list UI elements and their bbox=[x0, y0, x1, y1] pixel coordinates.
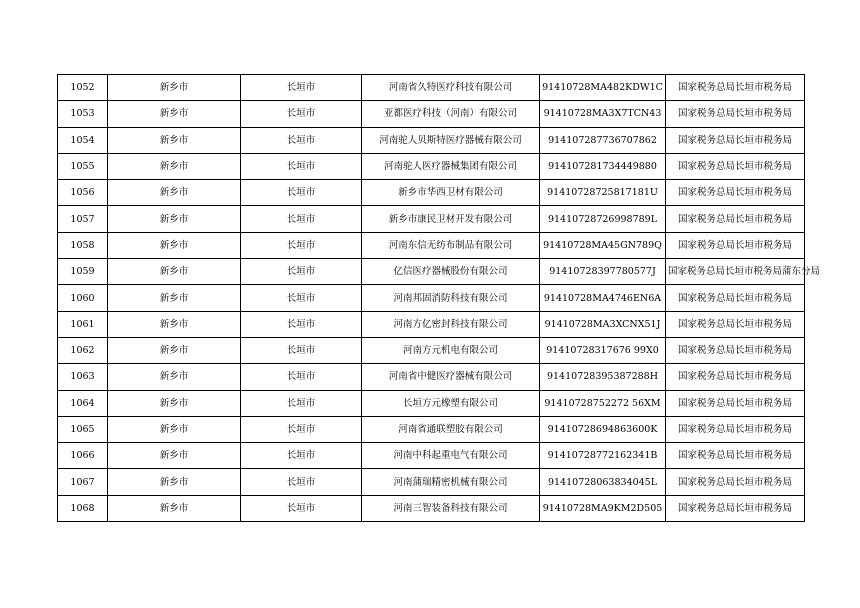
company-name-cell: 河南驼人医疗器械集团有限公司 bbox=[362, 153, 540, 179]
company-name-cell: 河南省久特医疗科技有限公司 bbox=[362, 75, 540, 101]
table-row bbox=[58, 101, 805, 127]
tax-office-cell: 国家税务总局长垣市税务局 bbox=[666, 311, 805, 337]
table-row bbox=[58, 75, 805, 101]
city-cell: 新乡市 bbox=[108, 469, 241, 495]
city-cell: 新乡市 bbox=[108, 259, 241, 285]
credit-code-cell: 91410728MA45GN789Q bbox=[540, 232, 666, 258]
serial-number-cell: 1067 bbox=[58, 469, 108, 495]
company-name-cell: 长垣方元橡塑有限公司 bbox=[362, 390, 540, 416]
tax-office-cell: 国家税务总局长垣市税务局蒲东分局 bbox=[666, 259, 805, 285]
tax-office-cell: 国家税务总局长垣市税务局 bbox=[666, 75, 805, 101]
city-cell: 新乡市 bbox=[108, 364, 241, 390]
serial-number-cell: 1057 bbox=[58, 206, 108, 232]
table-row bbox=[58, 206, 805, 232]
company-name-cell: 亚都医疗科技（河南）有限公司 bbox=[362, 101, 540, 127]
table-row bbox=[58, 495, 805, 521]
credit-code-cell: 91410728MA4746EN6A bbox=[540, 285, 666, 311]
county-cell: 长垣市 bbox=[241, 180, 362, 206]
serial-number-cell: 1056 bbox=[58, 180, 108, 206]
serial-number-cell: 1062 bbox=[58, 337, 108, 363]
city-cell: 新乡市 bbox=[108, 337, 241, 363]
county-cell: 长垣市 bbox=[241, 285, 362, 311]
city-cell: 新乡市 bbox=[108, 127, 241, 153]
serial-number-cell: 1061 bbox=[58, 311, 108, 337]
company-name-cell: 河南方亿密封科技有限公司 bbox=[362, 311, 540, 337]
table-row bbox=[58, 443, 805, 469]
city-cell: 新乡市 bbox=[108, 285, 241, 311]
credit-code-cell: 91410728MA3X7TCN43 bbox=[540, 101, 666, 127]
company-name-cell: 河南东信无纺布制品有限公司 bbox=[362, 232, 540, 258]
tax-office-cell: 国家税务总局长垣市税务局 bbox=[666, 416, 805, 442]
city-cell: 新乡市 bbox=[108, 75, 241, 101]
company-name-cell: 河南驼人贝斯特医疗器械有限公司 bbox=[362, 127, 540, 153]
credit-code-cell: 91410728MA482KDW1C bbox=[540, 75, 666, 101]
credit-code-cell: 91410728317676 99X0 bbox=[540, 337, 666, 363]
credit-code-cell: 91410728MA9KM2D505 bbox=[540, 495, 666, 521]
serial-number-cell: 1066 bbox=[58, 443, 108, 469]
table-row bbox=[58, 364, 805, 390]
county-cell: 长垣市 bbox=[241, 416, 362, 442]
table-row bbox=[58, 232, 805, 258]
serial-number-cell: 1063 bbox=[58, 364, 108, 390]
tax-office-cell: 国家税务总局长垣市税务局 bbox=[666, 232, 805, 258]
city-cell: 新乡市 bbox=[108, 495, 241, 521]
city-cell: 新乡市 bbox=[108, 390, 241, 416]
city-cell: 新乡市 bbox=[108, 101, 241, 127]
credit-code-cell: 91410728395387288H bbox=[540, 364, 666, 390]
company-name-cell: 河南蒲瑞精密机械有限公司 bbox=[362, 469, 540, 495]
table-row bbox=[58, 469, 805, 495]
tax-office-cell: 国家税务总局长垣市税务局 bbox=[666, 127, 805, 153]
county-cell: 长垣市 bbox=[241, 259, 362, 285]
tax-office-cell: 国家税务总局长垣市税务局 bbox=[666, 390, 805, 416]
city-cell: 新乡市 bbox=[108, 206, 241, 232]
city-cell: 新乡市 bbox=[108, 232, 241, 258]
city-cell: 新乡市 bbox=[108, 443, 241, 469]
table-row bbox=[58, 390, 805, 416]
serial-number-cell: 1052 bbox=[58, 75, 108, 101]
credit-code-cell: 91410728063834045L bbox=[540, 469, 666, 495]
tax-office-cell: 国家税务总局长垣市税务局 bbox=[666, 153, 805, 179]
credit-code-cell: 91410728752272 56XM bbox=[540, 390, 666, 416]
county-cell: 长垣市 bbox=[241, 469, 362, 495]
table-body bbox=[58, 75, 821, 522]
table-row bbox=[58, 127, 805, 153]
county-cell: 长垣市 bbox=[241, 364, 362, 390]
city-cell: 新乡市 bbox=[108, 180, 241, 206]
table-row bbox=[58, 285, 805, 311]
credit-code-cell: 91410728725817181U bbox=[540, 180, 666, 206]
city-cell: 新乡市 bbox=[108, 311, 241, 337]
serial-number-cell: 1059 bbox=[58, 259, 108, 285]
county-cell: 长垣市 bbox=[241, 206, 362, 232]
table-row bbox=[58, 259, 805, 285]
tax-office-cell: 国家税务总局长垣市税务局 bbox=[666, 206, 805, 232]
serial-number-cell: 1054 bbox=[58, 127, 108, 153]
credit-code-cell: 91410728397780577J bbox=[540, 259, 666, 285]
credit-code-cell: 91410728772162341B bbox=[540, 443, 666, 469]
credit-code-cell: 914107287736707862 bbox=[540, 127, 666, 153]
tax-office-cell: 国家税务总局长垣市税务局 bbox=[666, 337, 805, 363]
county-cell: 长垣市 bbox=[241, 311, 362, 337]
company-name-cell: 河南方元机电有限公司 bbox=[362, 337, 540, 363]
tax-office-cell: 国家税务总局长垣市税务局 bbox=[666, 495, 805, 521]
county-cell: 长垣市 bbox=[241, 153, 362, 179]
credit-code-cell: 91410728MA3XCNX51J bbox=[540, 311, 666, 337]
serial-number-cell: 1060 bbox=[58, 285, 108, 311]
county-cell: 长垣市 bbox=[241, 337, 362, 363]
county-cell: 长垣市 bbox=[241, 127, 362, 153]
table-row bbox=[58, 311, 805, 337]
county-cell: 长垣市 bbox=[241, 390, 362, 416]
tax-office-cell: 国家税务总局长垣市税务局 bbox=[666, 443, 805, 469]
tax-office-cell: 国家税务总局长垣市税务局 bbox=[666, 285, 805, 311]
company-name-cell: 河南中科起重电气有限公司 bbox=[362, 443, 540, 469]
serial-number-cell: 1058 bbox=[58, 232, 108, 258]
credit-code-cell: 91410728694863600K bbox=[540, 416, 666, 442]
city-cell: 新乡市 bbox=[108, 416, 241, 442]
county-cell: 长垣市 bbox=[241, 75, 362, 101]
credit-code-cell: 914107281734449880 bbox=[540, 153, 666, 179]
county-cell: 长垣市 bbox=[241, 232, 362, 258]
company-name-cell: 新乡市华西卫材有限公司 bbox=[362, 180, 540, 206]
serial-number-cell: 1068 bbox=[58, 495, 108, 521]
table-row bbox=[58, 180, 805, 206]
serial-number-cell: 1064 bbox=[58, 390, 108, 416]
tax-office-cell: 国家税务总局长垣市税务局 bbox=[666, 364, 805, 390]
table-row bbox=[58, 153, 805, 179]
table-row bbox=[58, 337, 805, 363]
tax-office-cell: 国家税务总局长垣市税务局 bbox=[666, 180, 805, 206]
county-cell: 长垣市 bbox=[241, 101, 362, 127]
company-name-cell: 河南省中健医疗器械有限公司 bbox=[362, 364, 540, 390]
tax-office-cell: 国家税务总局长垣市税务局 bbox=[666, 469, 805, 495]
serial-number-cell: 1055 bbox=[58, 153, 108, 179]
company-name-cell: 河南邦固消防科技有限公司 bbox=[362, 285, 540, 311]
taxpayer-registry-table bbox=[57, 74, 821, 522]
city-cell: 新乡市 bbox=[108, 153, 241, 179]
credit-code-cell: 91410728726998789L bbox=[540, 206, 666, 232]
county-cell: 长垣市 bbox=[241, 443, 362, 469]
company-name-cell: 河南三智装备科技有限公司 bbox=[362, 495, 540, 521]
company-name-cell: 河南省通联塑胶有限公司 bbox=[362, 416, 540, 442]
company-name-cell: 亿信医疗器械股份有限公司 bbox=[362, 259, 540, 285]
table-row bbox=[58, 416, 805, 442]
county-cell: 长垣市 bbox=[241, 495, 362, 521]
company-name-cell: 新乡市康民卫材开发有限公司 bbox=[362, 206, 540, 232]
serial-number-cell: 1065 bbox=[58, 416, 108, 442]
tax-office-cell: 国家税务总局长垣市税务局 bbox=[666, 101, 805, 127]
serial-number-cell: 1053 bbox=[58, 101, 108, 127]
